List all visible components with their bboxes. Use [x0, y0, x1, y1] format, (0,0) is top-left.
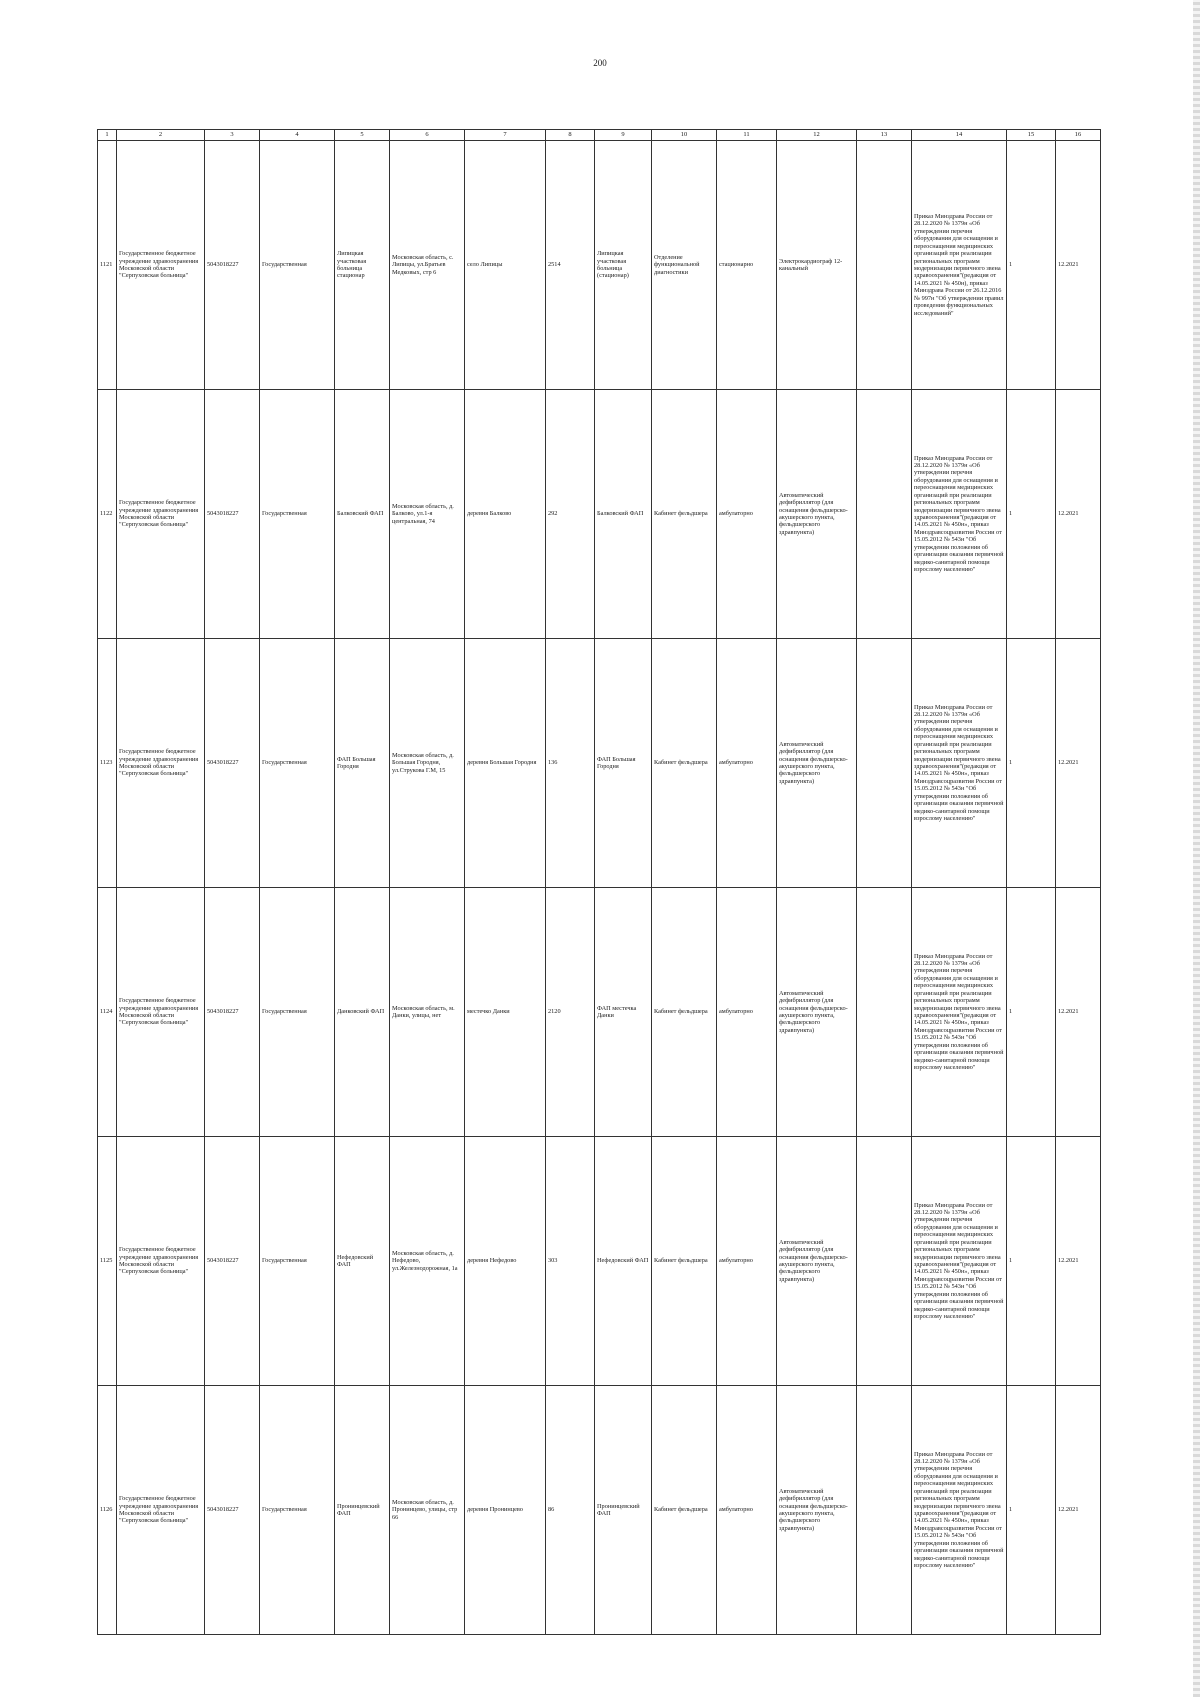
row-number: 1126: [98, 1386, 117, 1635]
regulation-text: Приказ Минздрава России от 28.12.2020 № 1379н «Об утверждении перечня оборудования для оснащения и переоснащения медицинских организаций при реализации региональных программ модернизации первичного звена здравоохранения"(редакция от 14.05.2021 № 450н», приказ Минздравсоцразвития России от 15.05.2012 № 543н "Об утверждении положения об организации оказания первичной медико-санитарной помощи взрослому населению": [914, 454, 1004, 573]
column-13-cell: [857, 888, 912, 1137]
population-cell: 86: [546, 1386, 595, 1635]
equipment-cell: Автоматический дефибриллятор (для оснащения фельдшерско-акушерского пункта, фельдшерского здравпункта): [777, 390, 857, 639]
equipment-cell: Автоматический дефибриллятор (для оснащения фельдшерско-акушерского пункта, фельдшерского здравпункта): [777, 888, 857, 1137]
date-cell: 12.2021: [1056, 888, 1101, 1137]
row-number: 1121: [98, 141, 117, 390]
department-cell: Кабинет фельдшера: [652, 390, 717, 639]
unit-cell: Нефедовский ФАП: [595, 1137, 652, 1386]
row-number: 1122: [98, 390, 117, 639]
column-number: 7: [465, 130, 546, 141]
ownership-cell: Государственная: [260, 1137, 335, 1386]
column-13-cell: [857, 1137, 912, 1386]
regulation-text: Приказ Минздрава России от 28.12.2020 № 1379н «Об утверждении перечня оборудования для оснащения и переоснащения медицинских организаций при реализации региональных программ модернизации первичного звена здравоохранения"(редакция от 14.05.2021 № 450н», приказ Минздравсоцразвития России от 15.05.2012 № 543н "Об утверждении положения об организации оказания первичной медико-санитарной помощи взрослому населению": [914, 1201, 1004, 1320]
table-row: [98, 390, 1101, 639]
column-number: 9: [595, 130, 652, 141]
column-number: 4: [260, 130, 335, 141]
organization-cell: Государственное бюджетное учреждение здравоохранения Московской области "Серпуховская больница": [117, 639, 205, 888]
quantity-cell: 1: [1007, 1386, 1056, 1635]
subdivision-cell: Пронинцевский ФАП: [335, 1386, 390, 1635]
ownership-cell: Государственная: [260, 141, 335, 390]
equipment-cell: Автоматический дефибриллятор (для оснащения фельдшерско-акушерского пункта, фельдшерского здравпункта): [777, 639, 857, 888]
regulation-cell: [912, 1386, 1007, 1635]
ownership-cell: Государственная: [260, 639, 335, 888]
unit-cell: ФАП местечка Данки: [595, 888, 652, 1137]
row-number: 1124: [98, 888, 117, 1137]
column-number: 13: [857, 130, 912, 141]
settlement-cell: село Липицы: [465, 141, 546, 390]
unit-cell: Пронинцевский ФАП: [595, 1386, 652, 1635]
inn-cell: 5043018227: [205, 1137, 260, 1386]
column-13-cell: [857, 141, 912, 390]
care-type-cell: амбулаторно: [717, 1386, 777, 1635]
column-number: 10: [652, 130, 717, 141]
inn-cell: 5043018227: [205, 888, 260, 1137]
care-type-cell: амбулаторно: [717, 390, 777, 639]
quantity-cell: 1: [1007, 390, 1056, 639]
column-number: 1: [98, 130, 117, 141]
column-13-cell: [857, 1386, 912, 1635]
regulation-text: Приказ Минздрава России от 28.12.2020 № 1379н «Об утверждении перечня оборудования для оснащения и переоснащения медицинских организаций при реализации региональных программ модернизации первичного звена здравоохранения"(редакция от 14.05.2021 № 450н», приказ Минздравсоцразвития России от 15.05.2012 № 543н "Об утверждении положения об организации оказания первичной медико-санитарной помощи взрослому населению": [914, 952, 1004, 1071]
address-cell: Московская область, м. Данки, улицы, нет: [390, 888, 465, 1137]
table-row: [98, 1137, 1101, 1386]
inn-cell: 5043018227: [205, 141, 260, 390]
column-number: 8: [546, 130, 595, 141]
regulation-text: Приказ Минздрава России от 28.12.2020 № 1379н «Об утверждении перечня оборудования для оснащения и переоснащения медицинских организаций при реализации региональных программ модернизации первичного звена здравоохранения"(редакция от 14.05.2021 № 450н», приказ Минздравсоцразвития России от 15.05.2012 № 543н "Об утверждении положения об организации оказания первичной медико-санитарной помощи взрослому населению": [914, 1450, 1004, 1569]
regulation-text: Приказ Минздрава России от 28.12.2020 № 1379н «Об утверждении перечня оборудования для оснащения и переоснащения медицинских организаций при реализации региональных программ модернизации первичного звена здравоохранения"(редакция от 14.05.2021 № 450н», приказ Минздравсоцразвития России от 15.05.2012 № 543н "Об утверждении положения об организации оказания первичной медико-санитарной помощи взрослому населению": [914, 703, 1004, 822]
equipment-cell: Автоматический дефибриллятор (для оснащения фельдшерско-акушерского пункта, фельдшерского здравпункта): [777, 1386, 857, 1635]
column-number: 3: [205, 130, 260, 141]
row-number: 1125: [98, 1137, 117, 1386]
column-number: 16: [1056, 130, 1101, 141]
equipment-registry-table: [97, 129, 1101, 1635]
scan-edge-strip: [1193, 0, 1200, 1697]
date-cell: 12.2021: [1056, 390, 1101, 639]
organization-cell: Государственное бюджетное учреждение здравоохранения Московской области "Серпуховская больница": [117, 1137, 205, 1386]
column-number: 2: [117, 130, 205, 141]
settlement-cell: деревня Нефедово: [465, 1137, 546, 1386]
address-cell: Московская область, д. Большая Городня, ул.Струкова Г.М, 15: [390, 639, 465, 888]
equipment-cell: Электрокардиограф 12-канальный: [777, 141, 857, 390]
regulation-cell: [912, 888, 1007, 1137]
care-type-cell: амбулаторно: [717, 888, 777, 1137]
population-cell: 136: [546, 639, 595, 888]
page-number: 200: [593, 58, 607, 68]
quantity-cell: 1: [1007, 639, 1056, 888]
subdivision-cell: Нефедовский ФАП: [335, 1137, 390, 1386]
department-cell: Кабинет фельдшера: [652, 1137, 717, 1386]
population-cell: 292: [546, 390, 595, 639]
organization-cell: Государственное бюджетное учреждение здравоохранения Московской области "Серпуховская больница": [117, 888, 205, 1137]
table-row: [98, 639, 1101, 888]
settlement-cell: местечко Данки: [465, 888, 546, 1137]
quantity-cell: 1: [1007, 888, 1056, 1137]
date-cell: 12.2021: [1056, 639, 1101, 888]
table-row: [98, 888, 1101, 1137]
column-number: 6: [390, 130, 465, 141]
unit-cell: Липицкая участковая больница (стационар): [595, 141, 652, 390]
column-number: 11: [717, 130, 777, 141]
department-cell: Кабинет фельдшера: [652, 639, 717, 888]
regulation-cell: [912, 1137, 1007, 1386]
care-type-cell: амбулаторно: [717, 1137, 777, 1386]
department-cell: Отделение функциональной диагностики: [652, 141, 717, 390]
date-cell: 12.2021: [1056, 141, 1101, 390]
inn-cell: 5043018227: [205, 1386, 260, 1635]
settlement-cell: деревня Пронинцево: [465, 1386, 546, 1635]
column-13-cell: [857, 639, 912, 888]
regulation-cell: [912, 639, 1007, 888]
settlement-cell: деревня Балково: [465, 390, 546, 639]
department-cell: Кабинет фельдшера: [652, 1386, 717, 1635]
date-cell: 12.2021: [1056, 1386, 1101, 1635]
care-type-cell: амбулаторно: [717, 639, 777, 888]
address-cell: Московская область, с. Липицы, ул.Братьев Медковых, стр 6: [390, 141, 465, 390]
settlement-cell: деревня Большая Городня: [465, 639, 546, 888]
population-cell: 303: [546, 1137, 595, 1386]
subdivision-cell: ФАП Большая Городня: [335, 639, 390, 888]
organization-cell: Государственное бюджетное учреждение здравоохранения Московской области "Серпуховская больница": [117, 141, 205, 390]
table-row: [98, 1386, 1101, 1635]
column-number: 14: [912, 130, 1007, 141]
quantity-cell: 1: [1007, 1137, 1056, 1386]
equipment-cell: Автоматический дефибриллятор (для оснащения фельдшерско-акушерского пункта, фельдшерского здравпункта): [777, 1137, 857, 1386]
population-cell: 2514: [546, 141, 595, 390]
subdivision-cell: Балковский ФАП: [335, 390, 390, 639]
column-number-row: [98, 130, 1101, 141]
table-row: [98, 141, 1101, 390]
address-cell: Московская область, д. Балково, ул.1-я центральная, 74: [390, 390, 465, 639]
inn-cell: 5043018227: [205, 639, 260, 888]
organization-cell: Государственное бюджетное учреждение здравоохранения Московской области "Серпуховская больница": [117, 1386, 205, 1635]
inn-cell: 5043018227: [205, 390, 260, 639]
row-number: 1123: [98, 639, 117, 888]
subdivision-cell: Липицкая участковая больница стационар: [335, 141, 390, 390]
regulation-cell: [912, 141, 1007, 390]
quantity-cell: 1: [1007, 141, 1056, 390]
regulation-text: Приказ Минздрава России от 28.12.2020 № 1379н «Об утверждении перечня оборудования для оснащения и переоснащения медицинских организаций при реализации региональных программ модернизации первичного звена здравоохранения"(редакция от 14.05.2021 № 450н), приказ Минздрава России от 26.12.2016 № 997н "Об утверждении правил проведения функциональных исследований": [914, 213, 1004, 317]
address-cell: Московская область, д. Пронинцево, улицы, стр 66: [390, 1386, 465, 1635]
address-cell: Московская область, д. Нефедово, ул.Железнодорожная, 1а: [390, 1137, 465, 1386]
ownership-cell: Государственная: [260, 390, 335, 639]
organization-cell: Государственное бюджетное учреждение здравоохранения Московской области "Серпуховская больница": [117, 390, 205, 639]
unit-cell: ФАП Большая Городня: [595, 639, 652, 888]
population-cell: 2120: [546, 888, 595, 1137]
column-13-cell: [857, 390, 912, 639]
column-number: 12: [777, 130, 857, 141]
unit-cell: Балковский ФАП: [595, 390, 652, 639]
column-number: 5: [335, 130, 390, 141]
date-cell: 12.2021: [1056, 1137, 1101, 1386]
care-type-cell: стационарно: [717, 141, 777, 390]
regulation-cell: [912, 390, 1007, 639]
ownership-cell: Государственная: [260, 1386, 335, 1635]
subdivision-cell: Данковский ФАП: [335, 888, 390, 1137]
column-number: 15: [1007, 130, 1056, 141]
ownership-cell: Государственная: [260, 888, 335, 1137]
department-cell: Кабинет фельдшера: [652, 888, 717, 1137]
